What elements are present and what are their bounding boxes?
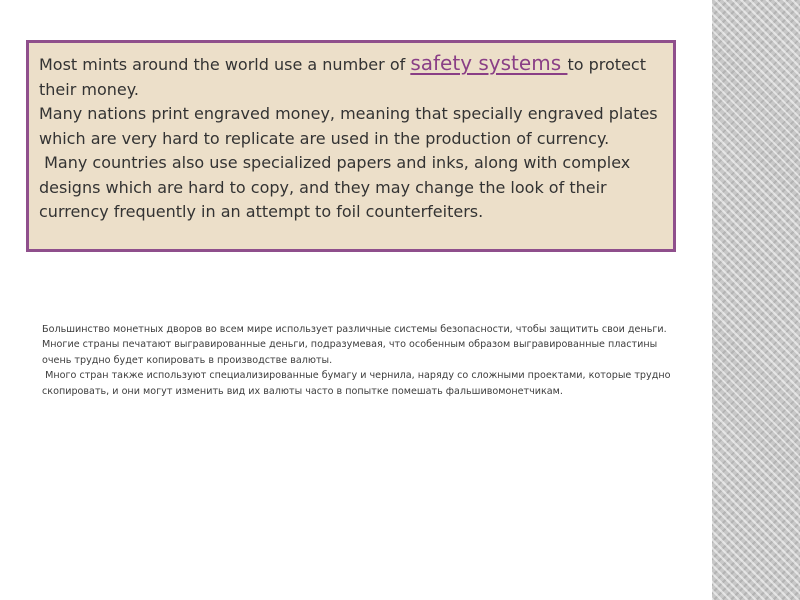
decorative-side-strip: [712, 0, 800, 600]
callout-paragraph-2: Many nations print engraved money, meaning that specially engraved plates which are very hard to replicate are used in the production of currency.: [39, 104, 658, 148]
translation-paragraph-3: Много стран также используют специализированные бумагу и чернила, наряду со сложными проектами, которые трудно скопировать, и они могут изменить вид их валюты часто в попытке помешать фальшивомонетчикам.: [42, 370, 674, 397]
callout-paragraph-3: Many countries also use specialized papers and inks, along with complex designs which are hard to copy, and they may change the look of their currency frequently in an attempt to foil counterfeiters.: [39, 153, 636, 221]
safety-systems-link[interactable]: safety systems: [410, 51, 568, 75]
callout-paragraph-1: [39, 51, 663, 102]
translation-paragraph-2: Многие страны печатают выгравированные деньги, подразумевая, что особенным образом выгравированные пластины очень трудно будет копировать в производстве валюты.: [42, 339, 658, 366]
russian-translation: [42, 322, 682, 399]
callout-paragraph-1-start: Most mints around the world use a number of: [39, 55, 411, 74]
english-text-box: [26, 40, 676, 252]
callout-paragraph-1-end: to protect their money.: [39, 55, 646, 99]
translation-paragraph-1: Большинство монетных дворов во всем мире использует различные системы безопасности, чтобы защитить свои деньги.: [42, 324, 667, 335]
